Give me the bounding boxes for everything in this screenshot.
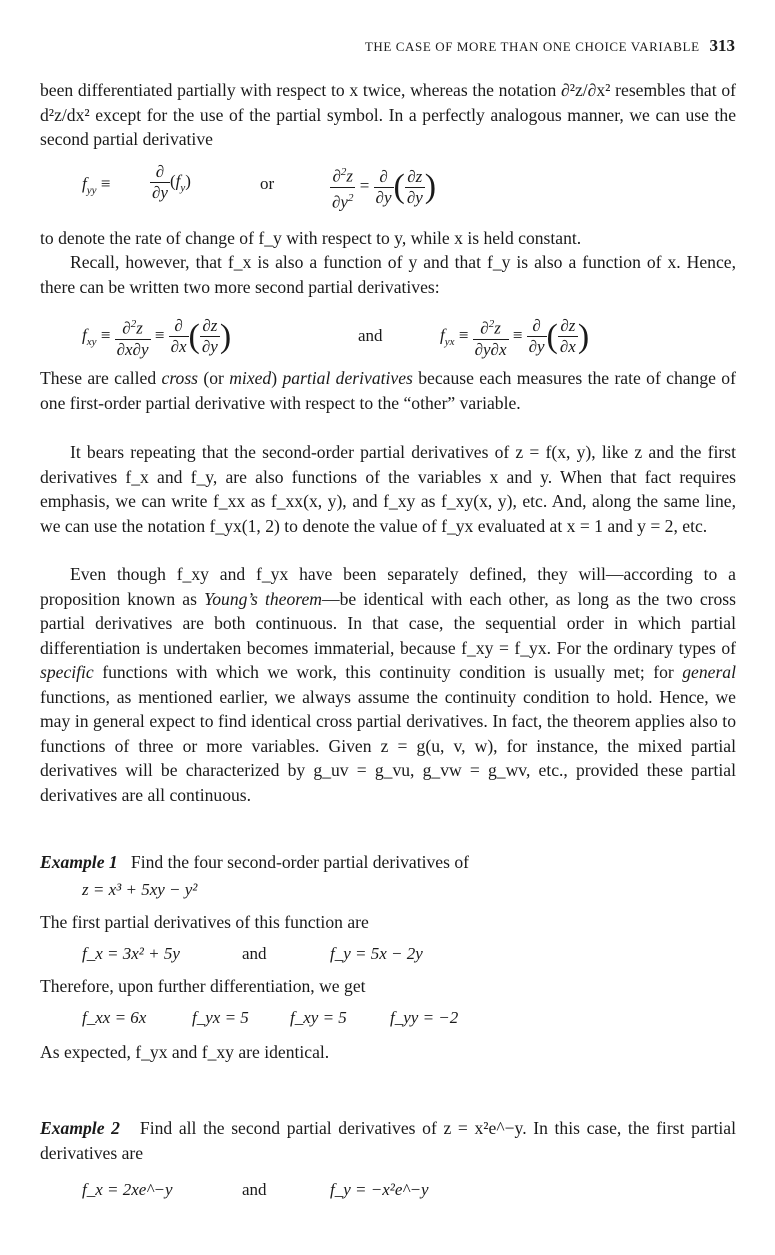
example-1-and: and — [242, 944, 267, 963]
term-cross: cross — [161, 368, 199, 388]
example-1-first-text: The first partial derivatives of this function are — [40, 912, 369, 932]
paragraph-3 — [40, 250, 736, 299]
example-2-text: Find all the second partial derivatives of z = x²e^−y. In this case, the first partial derivatives are — [40, 1118, 737, 1163]
example-1-fyx: f_yx = 5 — [192, 1008, 249, 1027]
paragraph-4-text: These are called cross (or mixed) partial derivatives because each measures the rate of change of one first-order partial derivative with respect to the “other” variable. — [40, 368, 736, 413]
paragraph-3-text: Recall, however, that f_x is also a function of y and that f_y is also a function of x. Hence, there can be written two more second partial derivatives: — [40, 252, 736, 297]
example-1-title: Example 1 — [40, 852, 118, 872]
example-1-heading — [40, 850, 736, 875]
page-number: 313 — [709, 36, 735, 55]
term-mixed: mixed — [229, 368, 272, 388]
example-1-therefore: Therefore, upon further differentiation, we get — [40, 976, 366, 996]
example-2-fy: f_y = −x²e^−y — [330, 1180, 429, 1199]
example-1-fyy: f_yy = −2 — [390, 1008, 459, 1027]
paragraph-5-text: It bears repeating that the second-order partial derivatives of z = f(x, y), like z and the first derivatives f_x and f_y, are also functions of the variables x and y. When that fact requires emphasis, we can write f_xx as f_xx(x, y), and f_xy as f_xy(x, y), etc. And, along the same line, we can use the notation f_yx(1, 2) to denote the value of f_yx evaluated at x = 1 and y = 2, etc. — [40, 442, 736, 536]
term-general: general — [682, 662, 736, 682]
example-2-fx: f_x = 2xe^−y — [82, 1180, 173, 1199]
paragraph-1 — [40, 78, 736, 152]
equation-fyy — [40, 162, 736, 220]
term-youngs-theorem: Young’s theorem — [204, 588, 322, 609]
term-specific: specific — [40, 662, 94, 682]
equation-cross-partials — [40, 302, 736, 362]
term-partial-derivatives: partial derivatives — [282, 368, 413, 388]
running-head-title: THE CASE OF MORE THAN ONE CHOICE VARIABLE — [364, 39, 700, 54]
eq1-lhs: $f_{yy}$ ≡ — [82, 174, 111, 197]
example-1-fx: f_x = 3x² + 5y — [82, 944, 180, 963]
running-head — [365, 36, 735, 56]
example-1-fxx: f_xx = 6x — [82, 1008, 147, 1027]
paragraph-2 — [40, 226, 736, 251]
eq2-fyx: $f_{yx}$ ≡ $\frac{\partial^2z}{\partial y\partial x}$ ≡ $\frac{\partial}{\partial y}$ ( $\frac{\partial z}{\partial x}$ ) — [440, 314, 589, 360]
paragraph-4 — [40, 366, 736, 415]
example-2-and: and — [242, 1180, 267, 1199]
paragraph-6 — [40, 562, 736, 807]
example-1-text: Find the four second-order partial derivatives of — [130, 852, 469, 872]
eq2-fxy: $f_{xy}$ ≡ $\frac{\partial^2z}{\partial x\partial y}$ ≡ $\frac{\partial}{\partial x}$ ( $\frac{\partial z}{\partial y}$ ) — [82, 314, 231, 360]
eq2-and: and — [358, 326, 383, 345]
paragraph-2-text: to denote the rate of change of f_y with respect to y, while x is held constant. — [40, 228, 582, 248]
example-1-fxy: f_xy = 5 — [290, 1008, 347, 1027]
eq1-partial-op: $\frac{\partial}{\partial y}$ $(f_y)$ — [152, 162, 191, 202]
example-1-conclusion: As expected, f_yx and f_xy are identical. — [40, 1042, 330, 1062]
eq1-second-partial: $\frac{\partial^2z}{\partial y^2}$ = $\frac{\partial}{\partial y}$ ( $\frac{\partial z}{\partial y}$ ) — [330, 162, 436, 212]
example-2-heading — [40, 1116, 736, 1165]
eq1-or: or — [260, 174, 275, 193]
paragraph-5 — [40, 440, 736, 538]
example-2-title: Example 2 — [40, 1118, 120, 1138]
paragraph-6-text: Even though f_xy and f_yx have been separately defined, they will—according to a proposition known as Young’s theorem—be identical with each other, as long as the two cross partial derivatives are both continuous. In that case, the sequential order in which partial differentiation is undertaken becomes immaterial, because f_xy = f_yx. For the ordinary types of specific functions with which we work, this continuity condition is usually met; for general functions, as mentioned earlier, we always assume the continuity condition to hold. Hence, we may in general expect to find identical cross partial derivatives. In fact, the theorem applies also to functions of three or more variables. Given z = g(u, v, w), for instance, the mixed partial derivatives will be characterized by g_uv = g_vu, g_vw = g_wv, etc., provided these partial derivatives are all continuous. — [40, 564, 736, 805]
example-1-fy: f_y = 5x − 2y — [330, 944, 423, 963]
paragraph-1-text: been differentiated partially with respect to x twice, whereas the notation ∂²z/∂x² resembles that of d²z/dx² except for the use of the partial symbol. In a perfectly analogous manner, we can use the second partial derivative — [40, 80, 736, 149]
